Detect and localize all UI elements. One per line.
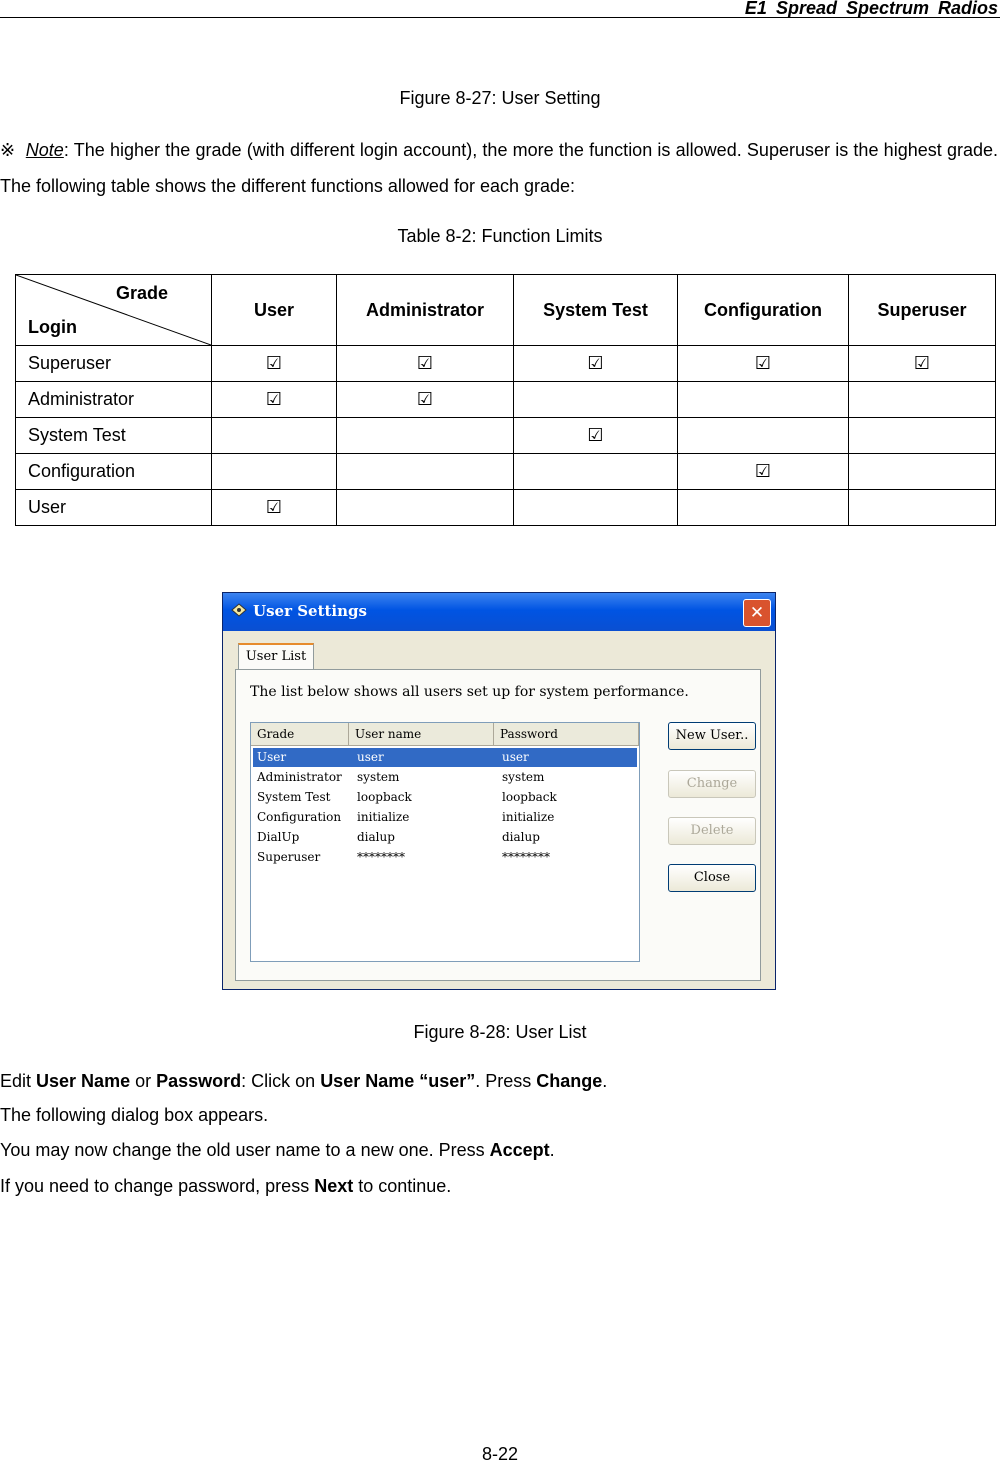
column-header: Configuration xyxy=(678,275,849,346)
list-cell: ******** xyxy=(357,850,405,864)
checkbox-checked-icon: ☑ xyxy=(587,353,604,374)
table-row xyxy=(16,382,996,418)
table-cell xyxy=(212,490,337,526)
table-cell xyxy=(678,346,849,382)
table-cell xyxy=(678,418,849,454)
row-label: User xyxy=(16,490,212,526)
checkbox-checked-icon: ☑ xyxy=(754,353,772,374)
list-cell: loopback xyxy=(502,790,557,804)
table-cell xyxy=(678,490,849,526)
table-cell xyxy=(514,382,678,418)
note-symbol: ※ xyxy=(0,140,16,160)
text: If you need to change password, press xyxy=(0,1176,315,1196)
list-cell: dialup xyxy=(357,830,395,844)
table-cell xyxy=(337,382,514,418)
user-settings-dialog xyxy=(222,592,776,990)
column-header: Superuser xyxy=(849,275,996,346)
checkbox-checked-icon: ☑ xyxy=(265,497,283,518)
list-cell: System Test xyxy=(257,790,331,804)
close-button[interactable]: Close xyxy=(668,864,756,892)
table-cell xyxy=(212,382,337,418)
note-label: Note xyxy=(25,140,64,160)
table-cell xyxy=(514,418,678,454)
table-cell xyxy=(337,418,514,454)
checkbox-checked-icon: ☑ xyxy=(416,389,434,410)
figure-27-caption: Figure 8-27: User Setting xyxy=(399,88,601,108)
list-cell: Configuration xyxy=(257,810,342,824)
table-header-row xyxy=(16,275,996,346)
running-header: E1 Spread Spectrum Radios xyxy=(744,0,998,18)
text: to continue. xyxy=(353,1176,452,1196)
text: or xyxy=(130,1071,157,1091)
row-label: Administrator xyxy=(16,382,212,418)
column-header: System Test xyxy=(514,275,678,346)
list-cell: system xyxy=(502,770,545,784)
list-column-header[interactable]: User name xyxy=(349,723,494,745)
row-label: Superuser xyxy=(16,346,212,382)
table-cell xyxy=(514,490,678,526)
table-cell xyxy=(849,346,996,382)
table-cell xyxy=(849,490,996,526)
header-rule xyxy=(0,17,1000,18)
table-cell xyxy=(212,346,337,382)
table-cell xyxy=(849,382,996,418)
page-number: 8-22 xyxy=(481,1444,519,1464)
table-cell xyxy=(337,346,514,382)
panel-description: The list below shows all users set up for system performance. xyxy=(250,684,689,700)
text: . xyxy=(602,1071,608,1091)
list-item[interactable] xyxy=(253,768,637,787)
list-item[interactable] xyxy=(253,828,637,847)
list-item[interactable] xyxy=(253,748,637,767)
instruction-line-2: The following dialog box appears. xyxy=(0,1105,269,1125)
instruction-line-3 xyxy=(0,1140,555,1161)
checkbox-checked-icon: ☑ xyxy=(587,425,604,446)
text: Edit xyxy=(0,1071,37,1091)
list-cell: system xyxy=(357,770,400,784)
text: You may now change the old user name to a new one. Press xyxy=(0,1140,490,1160)
list-cell: ******** xyxy=(502,850,550,864)
table-row xyxy=(16,346,996,382)
bold-term: Change xyxy=(536,1071,603,1091)
change-button[interactable]: Change xyxy=(668,770,756,798)
corner-grade-label: Grade xyxy=(116,283,169,303)
list-cell: initialize xyxy=(502,810,555,824)
column-header: Administrator xyxy=(337,275,514,346)
list-cell: User xyxy=(257,750,287,764)
tab-panel xyxy=(235,669,761,981)
bold-term: User Name “user” xyxy=(320,1071,476,1091)
text: . xyxy=(549,1140,555,1160)
list-cell: Superuser xyxy=(257,850,321,864)
table-cell xyxy=(212,454,337,490)
text: . Press xyxy=(475,1071,537,1091)
table-cell xyxy=(337,490,514,526)
table-cell xyxy=(337,454,514,490)
table-cell xyxy=(212,418,337,454)
row-label: System Test xyxy=(16,418,212,454)
list-cell: dialup xyxy=(502,830,540,844)
table-cell xyxy=(678,454,849,490)
list-cell: DialUp xyxy=(257,830,300,844)
list-cell: user xyxy=(502,750,529,764)
table-cell xyxy=(678,382,849,418)
table-cell xyxy=(849,454,996,490)
note-text: : The higher the grade (with different login account), the more the function is allowed. Superuser is the highest grade. The following table shows the different functions allowed for each grade: xyxy=(0,140,998,196)
table-row xyxy=(16,490,996,526)
checkbox-checked-icon: ☑ xyxy=(913,353,931,374)
list-cell: loopback xyxy=(357,790,412,804)
list-item[interactable] xyxy=(253,808,637,827)
checkbox-checked-icon: ☑ xyxy=(754,461,772,482)
bold-term: Accept xyxy=(489,1140,550,1160)
bold-term: Password xyxy=(156,1071,242,1091)
instruction-line-4 xyxy=(0,1176,451,1197)
note-paragraph xyxy=(0,132,998,204)
table-row xyxy=(16,418,996,454)
checkbox-checked-icon: ☑ xyxy=(265,353,283,374)
list-cell: Administrator xyxy=(257,770,342,784)
table-cell xyxy=(514,454,678,490)
list-cell: user xyxy=(357,750,384,764)
list-header xyxy=(251,723,639,746)
table-corner-cell xyxy=(16,275,212,346)
app-icon xyxy=(231,603,247,617)
corner-login-label: Login xyxy=(28,317,77,337)
bold-term: User Name xyxy=(36,1071,131,1091)
table-caption: Table 8-2: Function Limits xyxy=(397,226,603,246)
table-cell xyxy=(849,418,996,454)
bold-term: Next xyxy=(314,1176,354,1196)
user-list-view[interactable] xyxy=(250,722,640,962)
function-limits-table xyxy=(15,274,996,526)
dialog-title: User Settings xyxy=(253,602,367,620)
new-user-button[interactable]: New User.. xyxy=(668,722,756,750)
text: : Click on xyxy=(241,1071,321,1091)
list-item[interactable] xyxy=(253,848,637,867)
dialog-titlebar xyxy=(223,593,775,631)
row-label: Configuration xyxy=(16,454,212,490)
figure-28-caption: Figure 8-28: User List xyxy=(413,1022,587,1042)
column-header: User xyxy=(212,275,337,346)
list-cell: initialize xyxy=(357,810,410,824)
list-item[interactable] xyxy=(253,788,637,807)
checkbox-checked-icon: ☑ xyxy=(416,353,434,374)
list-column-header[interactable]: Grade xyxy=(251,723,349,745)
close-window-button[interactable]: ✕ xyxy=(743,599,771,627)
checkbox-checked-icon: ☑ xyxy=(265,389,283,410)
table-cell xyxy=(514,346,678,382)
list-column-header[interactable]: Password xyxy=(494,723,639,745)
instruction-line-1 xyxy=(0,1071,607,1092)
delete-button[interactable]: Delete xyxy=(668,817,756,845)
tab-user-list[interactable]: User List xyxy=(238,643,314,671)
table-row xyxy=(16,454,996,490)
